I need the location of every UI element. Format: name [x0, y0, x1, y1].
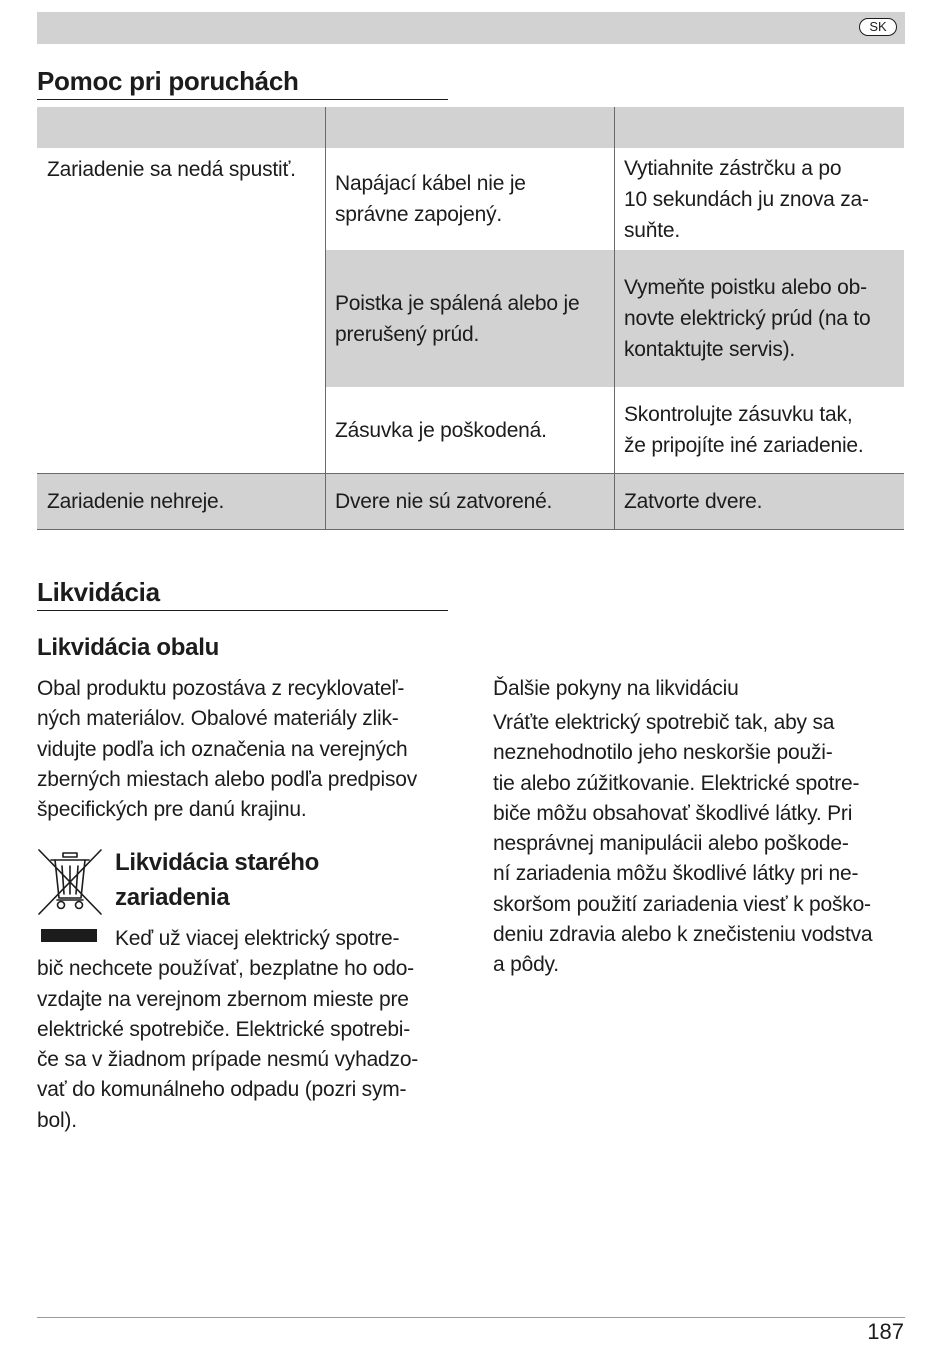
- table-bottom-rule: [37, 529, 904, 530]
- table-cell-remedy: Skontrolujte zásuvku tak, že pripojíte iné zariadenie.: [624, 403, 864, 457]
- page-number: 187: [867, 1319, 904, 1344]
- table-cell-problem: Zariadenie nehreje.: [37, 473, 325, 530]
- table-cell-remedy: Vymeňte poistku alebo ob- novte elektrický prúd (na to kontaktujte servis).: [614, 250, 904, 387]
- packaging-disposal-title: Likvidácia obalu: [37, 634, 219, 661]
- header-bar: [37, 12, 905, 44]
- table-cell-cause: Napájací kábel nie je správne zapojený.: [335, 172, 526, 226]
- troubleshooting-table: [37, 107, 904, 530]
- table-row-divider: [37, 473, 904, 474]
- table-cell-cause: Zásuvka je poškodená.: [335, 418, 547, 442]
- further-disposal-text: Vráťte elektrický spotrebič tak, aby sa neznehodnotilo jeho neskoršie použi- tie alebo zúžitkovanie. Elektrické spotre- biče môžu obsahovať škodlivé látky. Pri nesprávnej manipulácii alebo poškode- ní zariadenia môžu škodlivé látky pri ne- skoršom použití zariadenia viesť k poško- deniu zdravia alebo k znečisteniu vodstva a pôdy.: [493, 711, 873, 977]
- old-device-disposal-text: Keď už viacej elektrický spotre- bič nechcete používať, bezplatne ho odo- vzdajte na verejnom zbernom mieste pre elektrické spotrebiče. Elektrické spotrebi- če sa v žiadnom prípade nesmú vyhadzo- vať do komunálneho odpadu (pozri sym- bol).: [37, 927, 419, 1132]
- footer-rule: [37, 1317, 905, 1318]
- table-header-row: [37, 107, 904, 148]
- troubleshooting-title-rule: [37, 99, 448, 100]
- disposal-title-rule: [37, 610, 448, 611]
- table-cell-cause: Dvere nie sú zatvorené.: [325, 473, 614, 530]
- packaging-disposal-text: Obal produktu pozostáva z recyklovateľ- ných materiálov. Obalové materiály zlik- vidujte podľa ich označenia na verejných zberných miestach alebo podľa predpisov špecifických pre danú krajinu.: [37, 677, 418, 822]
- troubleshooting-title: Pomoc pri poruchách: [37, 66, 299, 96]
- disposal-title: Likvidácia: [37, 577, 160, 607]
- table-cell-cause: Poistka je spálená alebo je prerušený prúd.: [325, 250, 614, 387]
- old-device-disposal-title: Likvidácia starého zariadenia: [115, 849, 320, 911]
- language-badge: SK: [859, 18, 897, 36]
- table-column-divider: [325, 107, 326, 530]
- crossed-bin-icon: [37, 848, 103, 916]
- table-cell-remedy: Zatvorte dvere.: [614, 473, 904, 530]
- table-column-divider: [614, 107, 615, 530]
- table-cell-remedy: Vytiahnite zástrčku a po 10 sekundách ju znova za- suňte.: [624, 156, 869, 242]
- table-cell-problem: Zariadenie sa nedá spustiť.: [47, 158, 296, 181]
- further-disposal-title: Ďalšie pokyny na likvidáciu: [493, 677, 739, 700]
